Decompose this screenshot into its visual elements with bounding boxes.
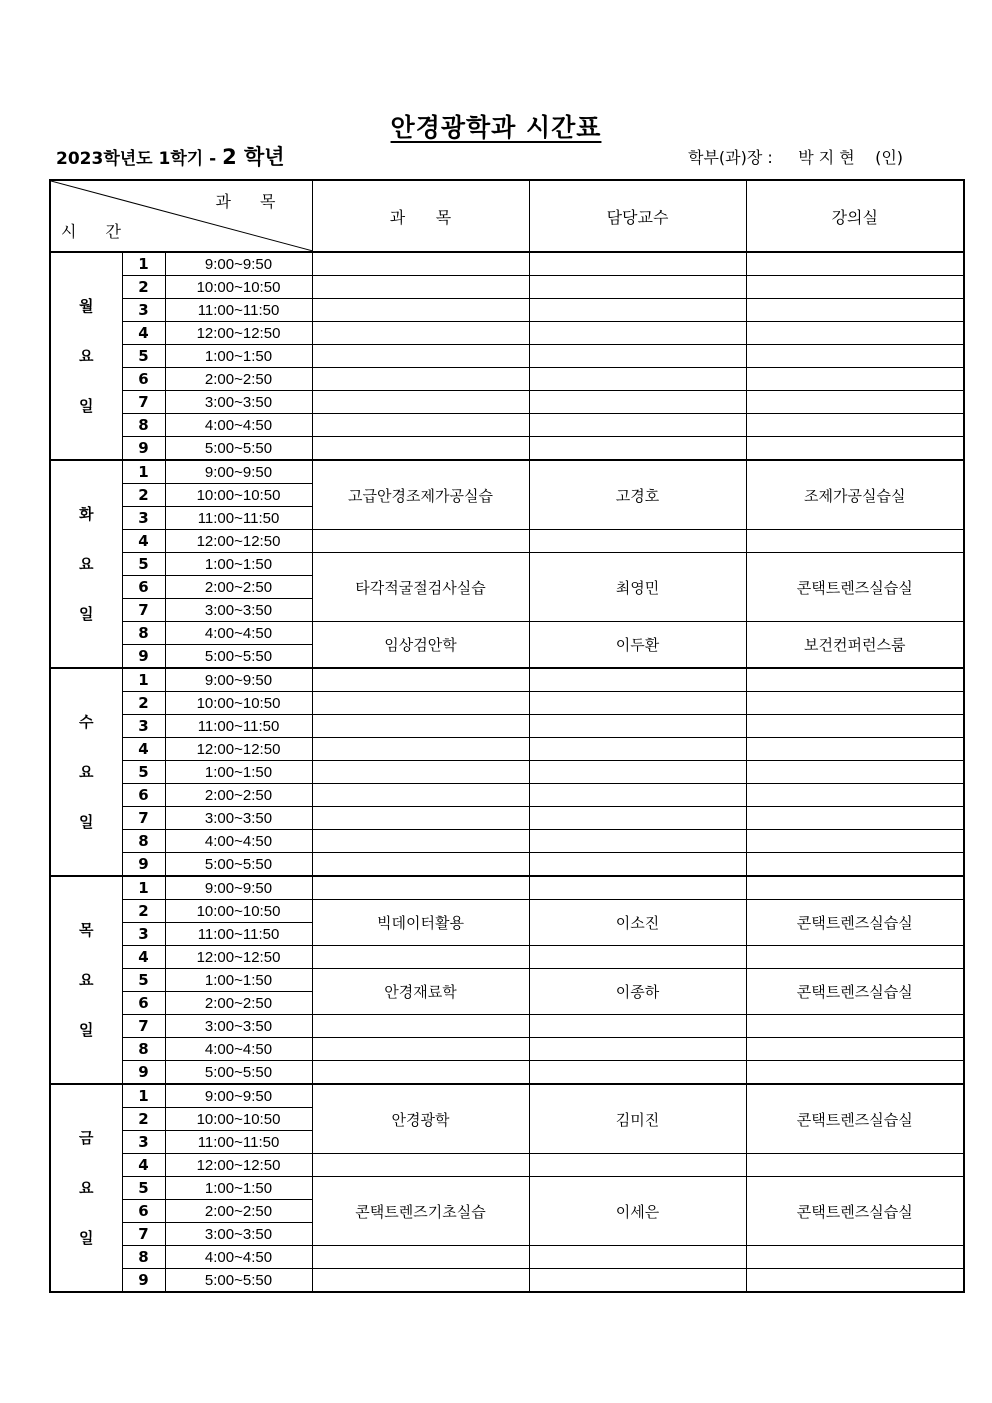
table-row bbox=[50, 345, 964, 368]
empty-professor-cell bbox=[529, 322, 746, 345]
empty-subject-cell bbox=[312, 807, 529, 830]
table-row bbox=[50, 784, 964, 807]
table-row bbox=[50, 807, 964, 830]
period-time: 11:00~11:50 bbox=[165, 299, 312, 322]
period-number: 8 bbox=[122, 414, 165, 437]
empty-room-cell bbox=[746, 368, 964, 391]
empty-professor-cell bbox=[529, 853, 746, 877]
semester-info bbox=[56, 141, 285, 171]
period-number: 7 bbox=[122, 1015, 165, 1038]
empty-room-cell bbox=[746, 761, 964, 784]
empty-professor-cell bbox=[529, 391, 746, 414]
empty-room-cell bbox=[746, 715, 964, 738]
empty-room-cell bbox=[746, 437, 964, 461]
period-number: 3 bbox=[122, 507, 165, 530]
empty-professor-cell bbox=[529, 692, 746, 715]
period-number: 9 bbox=[122, 1061, 165, 1085]
class-professor: 이소진 bbox=[529, 900, 746, 946]
period-number: 4 bbox=[122, 1154, 165, 1177]
table-row bbox=[50, 853, 964, 877]
empty-professor-cell bbox=[529, 414, 746, 437]
class-room: 콘택트렌즈실습실 bbox=[746, 1084, 964, 1154]
empty-professor-cell bbox=[529, 1061, 746, 1085]
period-number: 4 bbox=[122, 738, 165, 761]
empty-professor-cell bbox=[529, 807, 746, 830]
period-time: 12:00~12:50 bbox=[165, 1154, 312, 1177]
period-time: 3:00~3:50 bbox=[165, 1015, 312, 1038]
period-time: 9:00~9:50 bbox=[165, 252, 312, 276]
period-time: 5:00~5:50 bbox=[165, 645, 312, 669]
period-time: 4:00~4:50 bbox=[165, 1038, 312, 1061]
class-room: 콘택트렌즈실습실 bbox=[746, 900, 964, 946]
table-row bbox=[50, 391, 964, 414]
period-number: 6 bbox=[122, 1200, 165, 1223]
table-row bbox=[50, 622, 964, 645]
period-time: 9:00~9:50 bbox=[165, 460, 312, 484]
empty-room-cell bbox=[746, 1015, 964, 1038]
empty-professor-cell bbox=[529, 1246, 746, 1269]
period-time: 12:00~12:50 bbox=[165, 530, 312, 553]
period-number: 7 bbox=[122, 599, 165, 622]
corner-time-label: 시 간 bbox=[61, 222, 133, 241]
empty-professor-cell bbox=[529, 299, 746, 322]
table-row bbox=[50, 1084, 964, 1108]
day-label-wed: 수 요 일 bbox=[50, 668, 122, 876]
table-row bbox=[50, 876, 964, 900]
period-time: 1:00~1:50 bbox=[165, 553, 312, 576]
period-number: 1 bbox=[122, 876, 165, 900]
table-row bbox=[50, 530, 964, 553]
period-time: 2:00~2:50 bbox=[165, 992, 312, 1015]
empty-room-cell bbox=[746, 1269, 964, 1293]
empty-room-cell bbox=[746, 668, 964, 692]
period-time: 11:00~11:50 bbox=[165, 923, 312, 946]
empty-room-cell bbox=[746, 807, 964, 830]
period-time: 9:00~9:50 bbox=[165, 876, 312, 900]
period-number: 9 bbox=[122, 853, 165, 877]
period-number: 8 bbox=[122, 1038, 165, 1061]
class-subject: 빅데이터활용 bbox=[312, 900, 529, 946]
empty-professor-cell bbox=[529, 946, 746, 969]
period-number: 2 bbox=[122, 1108, 165, 1131]
table-row bbox=[50, 715, 964, 738]
period-number: 3 bbox=[122, 1131, 165, 1154]
empty-room-cell bbox=[746, 876, 964, 900]
period-number: 5 bbox=[122, 553, 165, 576]
page-title-text: 안경광학과 시간표 bbox=[390, 113, 602, 142]
period-time: 12:00~12:50 bbox=[165, 322, 312, 345]
table-row bbox=[50, 761, 964, 784]
period-number: 8 bbox=[122, 1246, 165, 1269]
empty-professor-cell bbox=[529, 1038, 746, 1061]
empty-room-cell bbox=[746, 1061, 964, 1085]
empty-subject-cell bbox=[312, 715, 529, 738]
period-time: 2:00~2:50 bbox=[165, 1200, 312, 1223]
empty-subject-cell bbox=[312, 761, 529, 784]
table-row bbox=[50, 1038, 964, 1061]
period-number: 5 bbox=[122, 1177, 165, 1200]
empty-room-cell bbox=[746, 322, 964, 345]
period-time: 11:00~11:50 bbox=[165, 715, 312, 738]
period-time: 2:00~2:50 bbox=[165, 368, 312, 391]
class-professor: 이두환 bbox=[529, 622, 746, 669]
table-row bbox=[50, 252, 964, 276]
period-time: 11:00~11:50 bbox=[165, 507, 312, 530]
period-time: 9:00~9:50 bbox=[165, 1084, 312, 1108]
empty-subject-cell bbox=[312, 322, 529, 345]
period-number: 6 bbox=[122, 784, 165, 807]
empty-subject-cell bbox=[312, 1061, 529, 1085]
empty-room-cell bbox=[746, 784, 964, 807]
empty-subject-cell bbox=[312, 414, 529, 437]
empty-subject-cell bbox=[312, 668, 529, 692]
table-row bbox=[50, 1269, 964, 1293]
header-row bbox=[50, 180, 964, 252]
period-number: 8 bbox=[122, 622, 165, 645]
class-room: 보건컨퍼런스룸 bbox=[746, 622, 964, 669]
empty-subject-cell bbox=[312, 437, 529, 461]
period-number: 6 bbox=[122, 992, 165, 1015]
empty-professor-cell bbox=[529, 761, 746, 784]
timetable bbox=[49, 179, 965, 1293]
period-number: 4 bbox=[122, 530, 165, 553]
period-time: 9:00~9:50 bbox=[165, 668, 312, 692]
empty-subject-cell bbox=[312, 252, 529, 276]
table-row bbox=[50, 1061, 964, 1085]
empty-room-cell bbox=[746, 252, 964, 276]
empty-professor-cell bbox=[529, 715, 746, 738]
table-row bbox=[50, 322, 964, 345]
empty-professor-cell bbox=[529, 738, 746, 761]
table-row bbox=[50, 830, 964, 853]
class-subject: 콘택트렌즈기초실습 bbox=[312, 1177, 529, 1246]
class-professor: 김미진 bbox=[529, 1084, 746, 1154]
table-row bbox=[50, 1177, 964, 1200]
class-subject: 임상검안학 bbox=[312, 622, 529, 669]
period-number: 7 bbox=[122, 1223, 165, 1246]
room-header: 강의실 bbox=[746, 180, 964, 252]
period-number: 5 bbox=[122, 345, 165, 368]
empty-professor-cell bbox=[529, 276, 746, 299]
table-row bbox=[50, 553, 964, 576]
period-time: 3:00~3:50 bbox=[165, 807, 312, 830]
period-time: 1:00~1:50 bbox=[165, 1177, 312, 1200]
period-time: 10:00~10:50 bbox=[165, 1108, 312, 1131]
period-number: 9 bbox=[122, 437, 165, 461]
period-number: 3 bbox=[122, 715, 165, 738]
table-row bbox=[50, 414, 964, 437]
empty-subject-cell bbox=[312, 276, 529, 299]
empty-room-cell bbox=[746, 946, 964, 969]
empty-professor-cell bbox=[529, 530, 746, 553]
day-label-thu: 목 요 일 bbox=[50, 876, 122, 1084]
empty-room-cell bbox=[746, 391, 964, 414]
period-time: 3:00~3:50 bbox=[165, 391, 312, 414]
empty-professor-cell bbox=[529, 252, 746, 276]
empty-subject-cell bbox=[312, 1246, 529, 1269]
day-label-fri: 금 요 일 bbox=[50, 1084, 122, 1292]
period-time: 4:00~4:50 bbox=[165, 622, 312, 645]
table-row bbox=[50, 692, 964, 715]
period-time: 4:00~4:50 bbox=[165, 1246, 312, 1269]
period-time: 3:00~3:50 bbox=[165, 1223, 312, 1246]
period-time: 2:00~2:50 bbox=[165, 784, 312, 807]
empty-professor-cell bbox=[529, 1015, 746, 1038]
empty-subject-cell bbox=[312, 738, 529, 761]
period-number: 1 bbox=[122, 1084, 165, 1108]
period-time: 5:00~5:50 bbox=[165, 853, 312, 877]
table-row bbox=[50, 668, 964, 692]
period-time: 5:00~5:50 bbox=[165, 437, 312, 461]
empty-professor-cell bbox=[529, 1269, 746, 1293]
period-number: 7 bbox=[122, 807, 165, 830]
empty-subject-cell bbox=[312, 876, 529, 900]
empty-subject-cell bbox=[312, 530, 529, 553]
period-number: 9 bbox=[122, 645, 165, 669]
grade-suffix: 학년 bbox=[236, 145, 285, 169]
period-number: 4 bbox=[122, 322, 165, 345]
period-number: 2 bbox=[122, 692, 165, 715]
empty-room-cell bbox=[746, 299, 964, 322]
empty-subject-cell bbox=[312, 1038, 529, 1061]
class-professor: 고경호 bbox=[529, 460, 746, 530]
table-row bbox=[50, 969, 964, 992]
table-row bbox=[50, 900, 964, 923]
empty-subject-cell bbox=[312, 784, 529, 807]
empty-subject-cell bbox=[312, 853, 529, 877]
period-time: 4:00~4:50 bbox=[165, 830, 312, 853]
page-title bbox=[0, 108, 992, 144]
class-subject: 안경광학 bbox=[312, 1084, 529, 1154]
empty-room-cell bbox=[746, 853, 964, 877]
semester-prefix: 2023학년도 1학기 - bbox=[56, 149, 223, 169]
day-label-tue: 화 요 일 bbox=[50, 460, 122, 668]
class-subject: 타각적굴절검사실습 bbox=[312, 553, 529, 622]
period-time: 1:00~1:50 bbox=[165, 761, 312, 784]
table-row bbox=[50, 1154, 964, 1177]
period-time: 10:00~10:50 bbox=[165, 276, 312, 299]
corner-header-cell bbox=[50, 180, 312, 252]
period-time: 11:00~11:50 bbox=[165, 1131, 312, 1154]
table-row bbox=[50, 437, 964, 461]
class-professor: 최영민 bbox=[529, 553, 746, 622]
empty-professor-cell bbox=[529, 1154, 746, 1177]
empty-professor-cell bbox=[529, 668, 746, 692]
corner-subject-label: 과 목 bbox=[215, 192, 288, 211]
table-row bbox=[50, 460, 964, 484]
period-time: 10:00~10:50 bbox=[165, 692, 312, 715]
period-number: 3 bbox=[122, 299, 165, 322]
class-subject: 고급안경조제가공실습 bbox=[312, 460, 529, 530]
grade-number: 2 bbox=[222, 145, 237, 169]
period-number: 9 bbox=[122, 1269, 165, 1293]
period-number: 5 bbox=[122, 761, 165, 784]
class-room: 조제가공실습실 bbox=[746, 460, 964, 530]
empty-subject-cell bbox=[312, 692, 529, 715]
empty-subject-cell bbox=[312, 299, 529, 322]
class-room: 콘택트렌즈실습실 bbox=[746, 553, 964, 622]
empty-subject-cell bbox=[312, 946, 529, 969]
period-time: 10:00~10:50 bbox=[165, 484, 312, 507]
period-time: 5:00~5:50 bbox=[165, 1269, 312, 1293]
empty-professor-cell bbox=[529, 368, 746, 391]
table-row bbox=[50, 738, 964, 761]
empty-room-cell bbox=[746, 1154, 964, 1177]
empty-subject-cell bbox=[312, 1269, 529, 1293]
empty-professor-cell bbox=[529, 437, 746, 461]
table-row bbox=[50, 1246, 964, 1269]
empty-subject-cell bbox=[312, 368, 529, 391]
period-number: 2 bbox=[122, 276, 165, 299]
period-time: 2:00~2:50 bbox=[165, 576, 312, 599]
empty-room-cell bbox=[746, 530, 964, 553]
period-time: 1:00~1:50 bbox=[165, 345, 312, 368]
period-number: 1 bbox=[122, 668, 165, 692]
period-number: 3 bbox=[122, 923, 165, 946]
empty-professor-cell bbox=[529, 876, 746, 900]
table-row bbox=[50, 299, 964, 322]
table-row bbox=[50, 1015, 964, 1038]
period-number: 5 bbox=[122, 969, 165, 992]
period-time: 4:00~4:50 bbox=[165, 414, 312, 437]
empty-subject-cell bbox=[312, 830, 529, 853]
period-number: 8 bbox=[122, 830, 165, 853]
period-number: 2 bbox=[122, 484, 165, 507]
empty-subject-cell bbox=[312, 1154, 529, 1177]
period-time: 5:00~5:50 bbox=[165, 1061, 312, 1085]
subject-header: 과 목 bbox=[312, 180, 529, 252]
professor-header: 담당교수 bbox=[529, 180, 746, 252]
empty-room-cell bbox=[746, 738, 964, 761]
empty-room-cell bbox=[746, 414, 964, 437]
period-number: 7 bbox=[122, 391, 165, 414]
period-time: 12:00~12:50 bbox=[165, 738, 312, 761]
empty-room-cell bbox=[746, 276, 964, 299]
empty-room-cell bbox=[746, 830, 964, 853]
period-time: 10:00~10:50 bbox=[165, 900, 312, 923]
empty-subject-cell bbox=[312, 1015, 529, 1038]
empty-subject-cell bbox=[312, 345, 529, 368]
period-time: 1:00~1:50 bbox=[165, 969, 312, 992]
class-room: 콘택트렌즈실습실 bbox=[746, 1177, 964, 1246]
period-number: 1 bbox=[122, 252, 165, 276]
period-number: 2 bbox=[122, 900, 165, 923]
class-professor: 이종하 bbox=[529, 969, 746, 1015]
table-row bbox=[50, 368, 964, 391]
period-number: 6 bbox=[122, 576, 165, 599]
empty-room-cell bbox=[746, 1246, 964, 1269]
empty-room-cell bbox=[746, 692, 964, 715]
empty-professor-cell bbox=[529, 830, 746, 853]
table-row bbox=[50, 276, 964, 299]
empty-room-cell bbox=[746, 1038, 964, 1061]
empty-professor-cell bbox=[529, 345, 746, 368]
period-number: 6 bbox=[122, 368, 165, 391]
day-label-mon: 월 요 일 bbox=[50, 252, 122, 460]
period-time: 12:00~12:50 bbox=[165, 946, 312, 969]
period-number: 4 bbox=[122, 946, 165, 969]
class-subject: 안경재료학 bbox=[312, 969, 529, 1015]
empty-room-cell bbox=[746, 345, 964, 368]
table-row bbox=[50, 946, 964, 969]
empty-subject-cell bbox=[312, 391, 529, 414]
class-room: 콘택트렌즈실습실 bbox=[746, 969, 964, 1015]
department-head: 학부(과)장 : 박 지 현 (인) bbox=[688, 148, 904, 167]
empty-professor-cell bbox=[529, 784, 746, 807]
class-professor: 이세은 bbox=[529, 1177, 746, 1246]
period-time: 3:00~3:50 bbox=[165, 599, 312, 622]
period-number: 1 bbox=[122, 460, 165, 484]
